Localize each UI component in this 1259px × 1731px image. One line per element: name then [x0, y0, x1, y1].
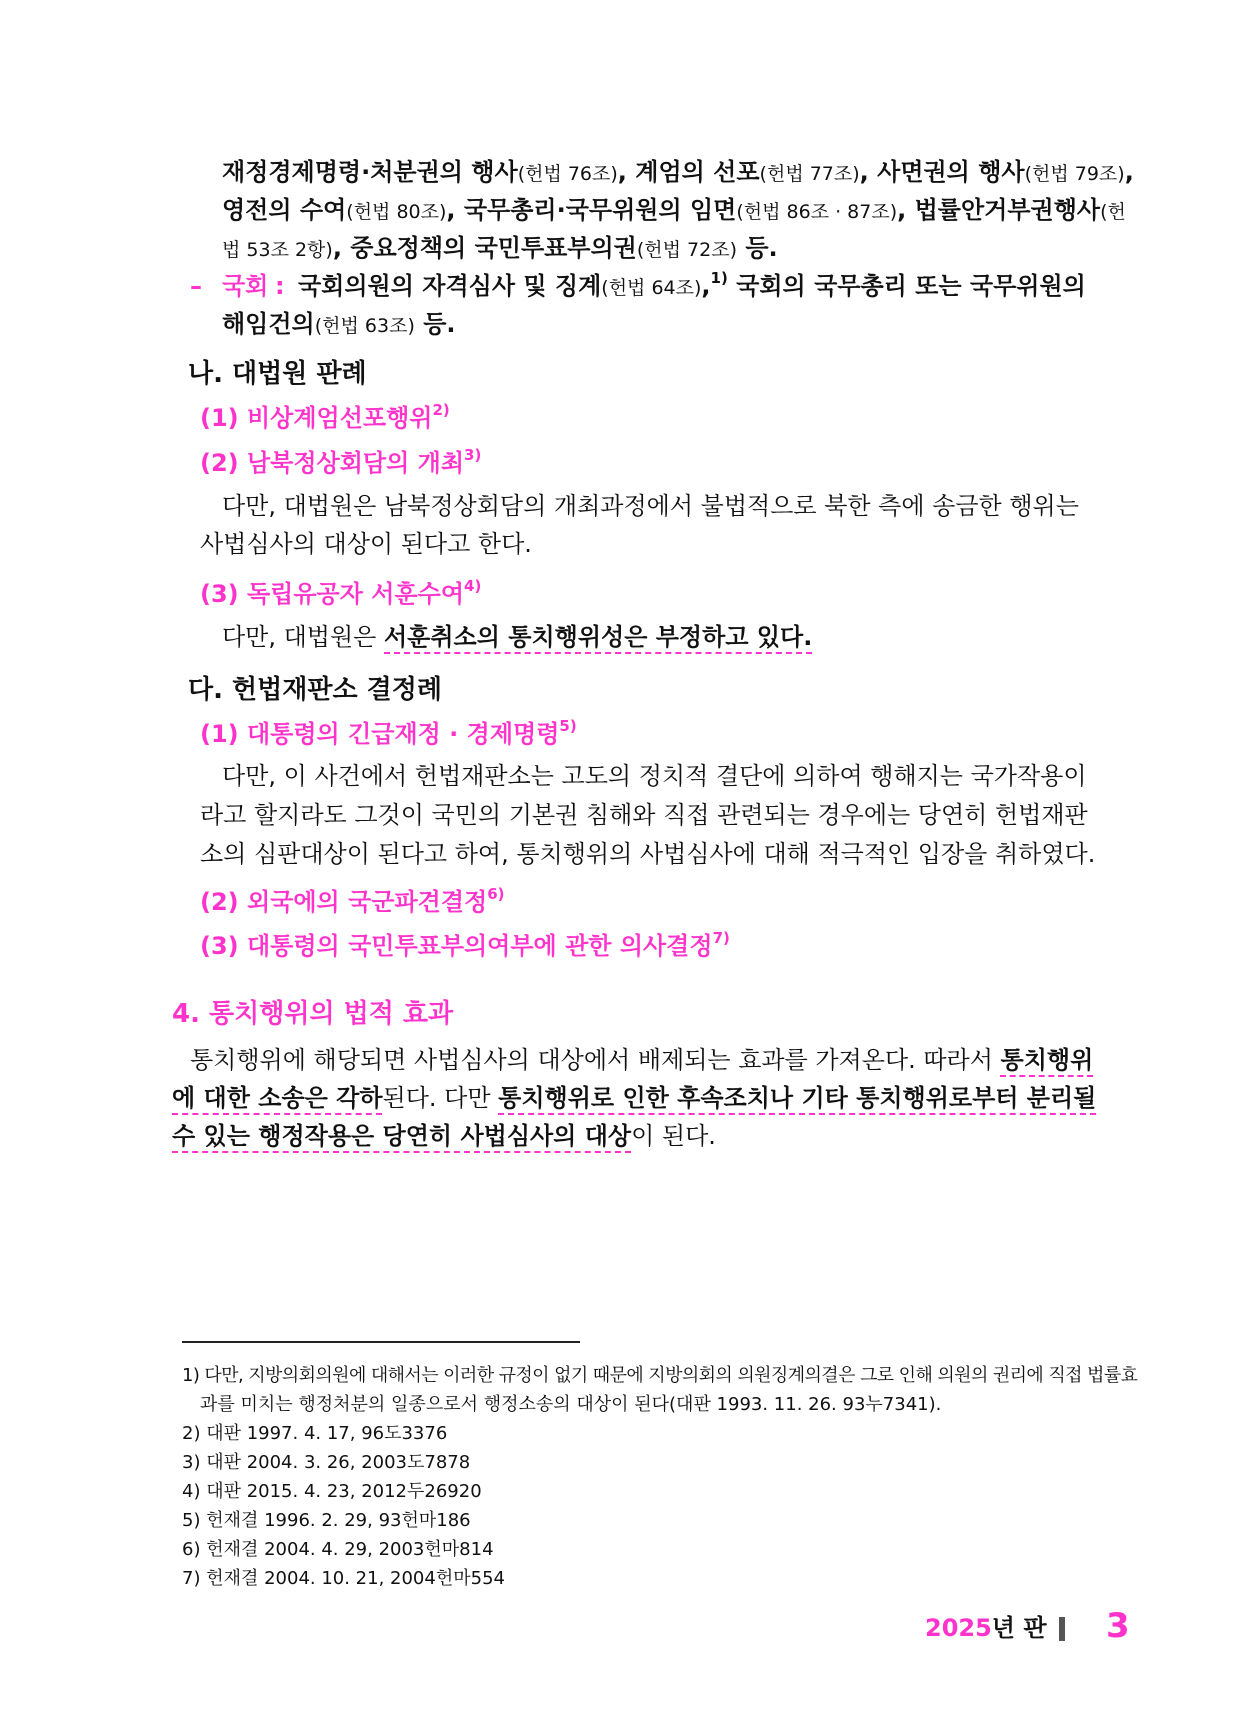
text: (3) 대통령의 국민투표부의여부에 관한 의사결정 [200, 932, 713, 960]
citation: (헌법 80조) [346, 201, 447, 223]
item-troop-dispatch [200, 882, 504, 922]
assembly-colon: : [275, 272, 285, 300]
item-summit [200, 443, 481, 483]
page-number: 3 [1106, 1606, 1130, 1646]
footnote-ref: 6) [487, 885, 505, 903]
citation: (헌법 86조 · 87조) [736, 201, 898, 223]
footnote-ref: 4) [464, 577, 482, 595]
emergency-para-line-1: 다만, 이 사건에서 헌법재판소는 고도의 정치적 결단에 의하여 행해지는 국가작용이 [222, 762, 1087, 790]
emphasis: 에 대한 소송은 각하 [172, 1084, 383, 1112]
assembly-label: 국회 [222, 272, 269, 300]
summit-para-line-1: 다만, 대법원은 남북정상회담의 개최과정에서 불법적으로 북한 측에 송금한 행위는 [222, 492, 1079, 520]
emergency-para-line-3: 소의 심판대상이 된다고 하여, 통치행위의 사법심사에 대해 적극적인 입장을 취하였다. [200, 840, 1096, 868]
footnote-ref: 5) [559, 717, 577, 735]
emphasis: 서훈취소의 통치행위성은 부정하고 있다. [384, 623, 813, 651]
text: 등. [736, 234, 778, 262]
exec-line-1 [222, 152, 1134, 194]
assembly-line-1 [298, 266, 1086, 308]
text: 이 된다. [631, 1122, 716, 1150]
citation: (헌법 63조) [314, 315, 415, 337]
heading-constitutional-court: 다. 헌법재판소 결정례 [188, 675, 443, 705]
summit-para-line-2: 사법심사의 대상이 된다고 한다. [200, 530, 532, 558]
citation: (헌법 72조) [636, 239, 737, 261]
item-referendum [200, 926, 730, 966]
item-martial-law [200, 398, 450, 438]
sec4-line-3 [172, 1116, 716, 1156]
footnote-5: 5) 헌재결 1996. 2. 29, 93헌마186 [182, 1510, 471, 1531]
emphasis: 통치행위로 인한 후속조치나 기타 통치행위로부터 분리될 [498, 1084, 1097, 1112]
text: (2) 남북정상회담의 개최 [200, 449, 465, 477]
assembly-line-2 [222, 304, 456, 346]
text: 다만, 대법원은 [222, 623, 384, 651]
heading-section-4: 4. 통치행위의 법적 효과 [172, 999, 454, 1029]
exec-line-2 [222, 190, 1126, 232]
text: (2) 외국에의 국군파견결정 [200, 888, 488, 916]
footnote-divider [182, 1341, 580, 1343]
item-emergency-order [200, 714, 577, 754]
text: 국회의 국무총리 또는 국무위원의 [727, 272, 1086, 300]
footnote-ref: 7) [712, 929, 730, 947]
citation: (헌 [1100, 201, 1126, 223]
decoration-para [222, 617, 812, 657]
text: 국회의원의 자격심사 및 징계 [298, 272, 602, 300]
footnote-2: 2) 대판 1997. 4. 17, 96도3376 [182, 1423, 448, 1444]
item-decoration [200, 574, 481, 614]
text: 통치행위에 해당되면 사법심사의 대상에서 배제되는 효과를 가져온다. 따라서 [190, 1046, 1001, 1074]
text: , [1124, 158, 1134, 186]
citation: (헌법 64조) [601, 277, 702, 299]
citation: (헌법 77조) [759, 163, 860, 185]
text: 영전의 수여 [222, 196, 347, 224]
text: , 중요정책의 국민투표부의권 [332, 234, 637, 262]
footnote-6: 6) 헌재결 2004. 4. 29, 2003헌마814 [182, 1539, 494, 1560]
text: , [701, 272, 711, 300]
citation: (헌법 76조) [517, 163, 618, 185]
emphasis: 수 있는 행정작용은 당연히 사법심사의 대상 [172, 1122, 632, 1150]
footnote-ref: 1) [710, 269, 728, 287]
citation: 법 53조 2항) [222, 239, 333, 261]
text: , 계엄의 선포 [617, 158, 760, 186]
emphasis: 통치행위 [1000, 1046, 1094, 1074]
edition-label: 년 판 [991, 1614, 1047, 1642]
emergency-para-line-2: 라고 할지라도 그것이 국민의 기본권 침해와 직접 관련되는 경우에는 당연히 헌법재판 [200, 801, 1088, 829]
assembly-dash: – [190, 272, 202, 300]
sec4-line-2 [172, 1078, 1097, 1118]
footnote-4: 4) 대판 2015. 4. 23, 2012두26920 [182, 1481, 482, 1502]
text: 등. [414, 310, 456, 338]
heading-supreme-court: 나. 대법원 판례 [188, 359, 367, 389]
page-footer [925, 1610, 1065, 1646]
footnote-7: 7) 헌재결 2004. 10. 21, 2004헌마554 [182, 1568, 505, 1589]
footnote-1a: 1) 다만, 지방의회의원에 대해서는 이러한 규정이 없기 때문에 지방의회의 의원징계의결은 그로 인해 의원의 권리에 직접 법률효 [182, 1365, 1138, 1386]
text: 재정경제명령·처분권의 행사 [222, 158, 518, 186]
text: (3) 독립유공자 서훈수여 [200, 580, 465, 608]
footnote-3: 3) 대판 2004. 3. 26, 2003도7878 [182, 1452, 471, 1473]
sec4-line-1 [190, 1040, 1094, 1080]
citation: (헌법 79조) [1024, 163, 1125, 185]
footer-separator [1059, 1617, 1065, 1641]
text: 된다. 다만 [382, 1084, 499, 1112]
text: , 사면권의 행사 [859, 158, 1025, 186]
text: 해임건의 [222, 310, 315, 338]
text: (1) 비상계엄선포행위 [200, 404, 433, 432]
text: , 국무총리·국무위원의 임면 [446, 196, 737, 224]
footnote-ref: 2) [432, 401, 450, 419]
text: (1) 대통령의 긴급재정 · 경제명령 [200, 720, 560, 748]
footnote-ref: 3) [464, 446, 482, 464]
footnote-1b: 과를 미치는 행정처분의 일종으로서 행정소송의 대상이 된다(대판 1993. 11. 26. 93누7341). [200, 1394, 942, 1415]
exec-line-3 [222, 228, 778, 270]
text: , 법률안거부권행사 [897, 196, 1101, 224]
edition-year: 2025 [925, 1614, 992, 1642]
